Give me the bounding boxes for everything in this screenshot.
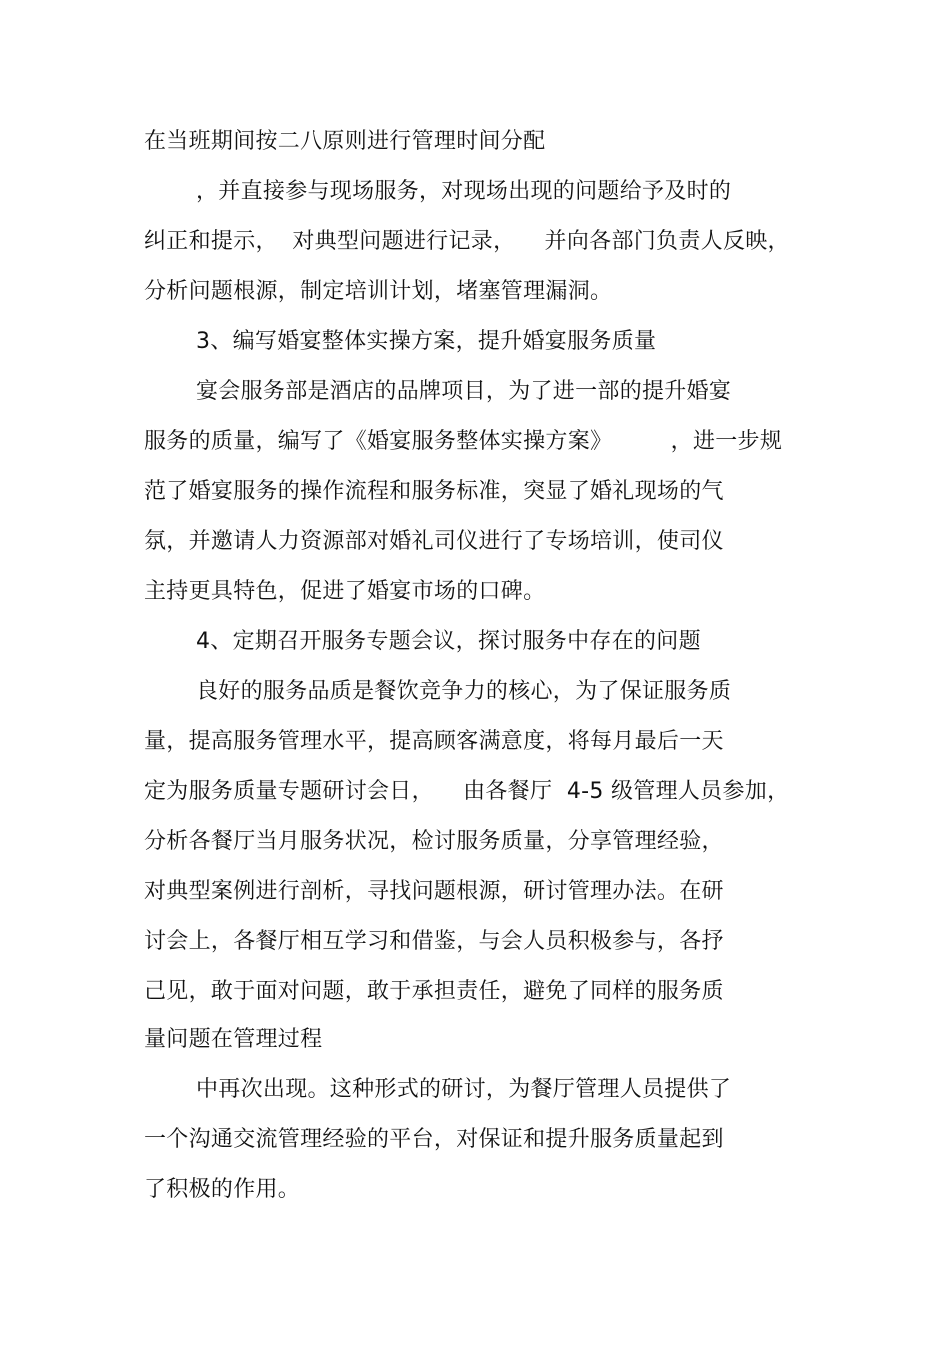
- text-line-4: 分析问题根源，制定培训计划，堵塞管理漏洞。: [144, 279, 613, 304]
- text-line-20: 中再次出现。这种形式的研讨，为餐厅管理人员提供了: [196, 1077, 732, 1102]
- text-line-9: 氛，并邀请人力资源部对婚礼司仪进行了专场培训，使司仪: [144, 529, 724, 554]
- text-line-3: 纠正和提示， 对典型问题进行记录， 并向各部门负责人反映，: [144, 229, 790, 254]
- text-line-15: 分析各餐厅当月服务状况，检讨服务质量，分享管理经验，: [144, 829, 724, 854]
- text-line-10: 主持更具特色，促进了婚宴市场的口碑。: [144, 579, 546, 604]
- text-line-2: ，并直接参与现场服务，对现场出现的问题给予及时的: [196, 179, 732, 204]
- text-line-8: 范了婚宴服务的操作流程和服务标准，突显了婚礼现场的气: [144, 479, 724, 504]
- text-line-7: 服务的质量，编写了《婚宴服务整体实操方案》 ，进一步规: [144, 429, 783, 454]
- text-line-22: 了积极的作用。: [144, 1177, 301, 1202]
- text-line-19: 量问题在管理过程: [144, 1027, 323, 1052]
- text-line-14: 定为服务质量专题研讨会日， 由各餐厅 4-5 级管理人员参加，: [144, 779, 790, 804]
- text-line-6: 宴会服务部是酒店的品牌项目，为了进一部的提升婚宴: [196, 379, 732, 404]
- text-line-18: 己见，敢于面对问题，敢于承担责任，避免了同样的服务质: [144, 979, 724, 1004]
- text-line-13: 量，提高服务管理水平，提高顾客满意度，将每月最后一天: [144, 729, 724, 754]
- text-line-16: 对典型案例进行剖析，寻找问题根源，研讨管理办法。在研: [144, 879, 724, 904]
- section-heading-4: 4、定期召开服务专题会议，探讨服务中存在的问题: [196, 629, 701, 654]
- text-line-21: 一个沟通交流管理经验的平台，对保证和提升服务质量起到: [144, 1127, 724, 1152]
- section-heading-3: 3、编写婚宴整体实操方案，提升婚宴服务质量: [196, 329, 657, 354]
- text-line-1: 在当班期间按二八原则进行管理时间分配: [144, 129, 546, 154]
- text-line-12: 良好的服务品质是餐饮竞争力的核心，为了保证服务质: [196, 679, 732, 704]
- text-line-17: 讨会上，各餐厅相互学习和借鉴，与会人员积极参与，各抒: [144, 929, 724, 954]
